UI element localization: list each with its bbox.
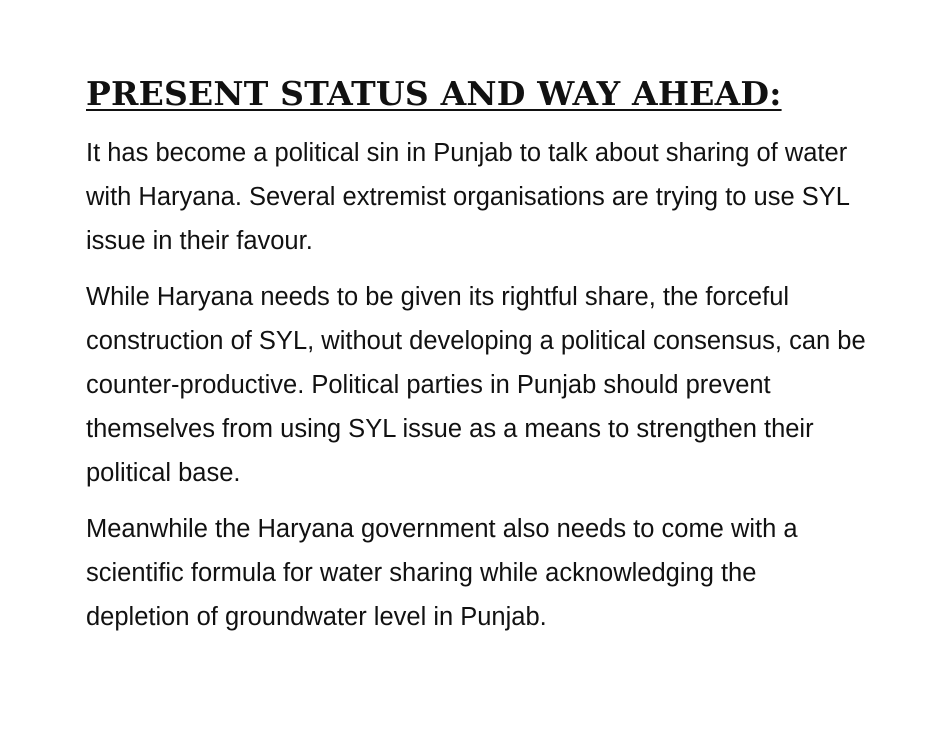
paragraph-1: It has become a political sin in Punjab to talk about sharing of water with Haryana. Several extremist organisations are trying to use SYL issue in their favour. (86, 138, 849, 255)
paragraph-3: Meanwhile the Haryana government also needs to come with a scientific formula for water sharing while acknowledging the depletion of groundwater level in Punjab. (86, 514, 798, 631)
document-body (86, 74, 866, 651)
section-heading: PRESENT STATUS AND WAY AHEAD: (86, 74, 782, 113)
paragraph-2: While Haryana needs to be given its rightful share, the forceful construction of SYL, without developing a political consensus, can be counter-productive. Political parties in Punjab should prevent themselves from using SYL issue as a means to strengthen their political base. (86, 282, 866, 487)
